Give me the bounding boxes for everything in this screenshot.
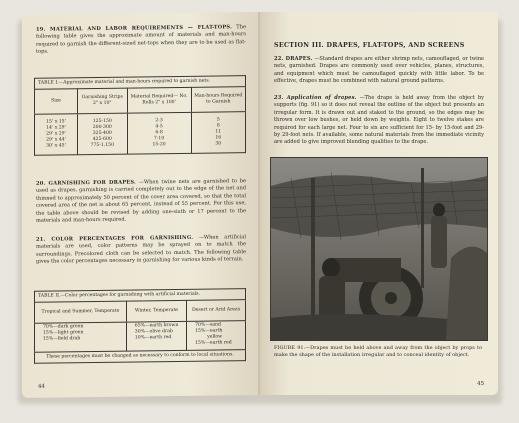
photo-drape-over-equipment (271, 158, 487, 340)
section-title: SECTION III. DRAPES, FLAT-TOPS, AND SCREENS (274, 42, 465, 49)
para-22: —Standard drapes are either shrimp nets, camouflaged, or twine nets, garnished. Drapes are commonly used over vehicles, planes, structures, and equipment which must be camouflaged quickly with little labor. To be effective, drapes must be combined with natural ground patterns. (274, 56, 484, 85)
table-cell: 15%—field drab (43, 336, 81, 342)
table-1 (34, 75, 246, 156)
table-1-strips-column (78, 113, 128, 155)
table-cell: 325-400 (92, 130, 112, 137)
table-cell: 2-3 (155, 118, 163, 124)
table-2-header: Tropical and Summer, Temperate (35, 301, 127, 323)
table-cell: 4-5 (155, 124, 163, 130)
table-2-header: Desert or Arid Areas (187, 300, 246, 322)
table-2-footer: These percentages must be changed as necessary to conform to local situations. (35, 350, 246, 364)
table-cell: 15-20 (152, 142, 166, 148)
para-23: —The drape is held away from the object by supports (fig. 91) so it does not reveal the outline of the object but presents an irregular form. It is drawn out and staked to the ground, so the edges may be thrown over low bushes, or held down by weights. Eight to twelve stakes are required for each large net. Four to six are sufficient for 15- by 15-foot and 29- by 29-foot nets. If available, some natural materials from the immediate vicinity are added to give improved blending qualities to the drape. (274, 95, 485, 146)
table-cell: 15%—earth (195, 328, 223, 334)
table-1-title: TABLE I.—Approximate material and man-hours required to garnish nets. (35, 76, 246, 90)
figure-91-caption: FIGURE 91.—Drapes must be held above and away from the object by props to make the shape of the installation irregular and to conceal identity of object. (274, 345, 482, 359)
table-cell: 7-10 (153, 136, 165, 142)
page-number-left: 44 (38, 383, 45, 390)
table-cell: 30 (215, 141, 222, 147)
heading-20: 20. GARNISHING FOR DRAPES. (36, 179, 137, 187)
table-2-header: Winter, Temperate (126, 300, 186, 322)
table-cell: 125-150 (92, 118, 112, 125)
table-cell: 70%—dark green (43, 324, 84, 330)
section-21 (36, 234, 246, 266)
heading-19: 19. MATERIAL AND LABOR REQUIREMENTS — FLAT-TOPS. (36, 24, 233, 33)
section-19 (36, 24, 246, 56)
para-20: —When twine nets are garnished to be used as drapes, garnishing is carried completely out to the edge of the net and thinned to approximately 50 percent of the cover area covered, so that the total covered area of the net is about 65 percent, instead of 55 percent. For this use, the table above should be revised by adding one-sixth or 17 percent to the materials and man-hours required. (36, 178, 246, 224)
table-cell: 14' x 29' (46, 125, 66, 131)
page-number-right: 45 (477, 381, 484, 387)
table-cell: 425-600 (92, 136, 112, 143)
table-cell: 65%—earth brown (134, 322, 179, 329)
table-2-desert-column (187, 321, 246, 351)
heading-22: 22. DRAPES. (274, 56, 313, 62)
table-cell: 10%—earth red (134, 335, 172, 341)
table-1-header: Size (35, 89, 78, 115)
table-cell: yellow (207, 334, 223, 340)
table-cell: 16 (215, 135, 222, 141)
table-1-manhours-column (191, 112, 245, 154)
table-cell: 29' x 44' (46, 137, 66, 143)
right-page (260, 12, 498, 395)
para-21: —When artificial materials are used, color patterns may be sprayed on to match the surroundings. Precolored cloth can be selected to match. The following table gives the color percentages necessary in garnishing for various kinds of terrain. (36, 234, 246, 265)
table-cell: 15' x 15' (46, 119, 66, 125)
table-cell: 15%—earth red (195, 340, 232, 346)
table-2 (34, 288, 246, 364)
table-1-size-column (35, 114, 78, 156)
left-page (22, 12, 260, 398)
table-1-rolls-column (127, 112, 191, 154)
table-cell: 70%—sand (195, 322, 221, 328)
table-cell: 8 (216, 123, 220, 129)
table-cell: 11 (215, 129, 222, 135)
table-2-winter-column (126, 321, 186, 351)
table-cell: 775-1,150 (90, 142, 115, 149)
table-1-header: Material Required— No. Rolls 2" x 100' (127, 87, 191, 113)
table-cell: 200-300 (92, 124, 112, 131)
section-20 (36, 178, 246, 225)
table-2-title: TABLE II.—Color percentages for garnishing with artificial materials. (35, 289, 246, 303)
table-cell: 30' x 45' (46, 143, 66, 149)
section-23 (274, 95, 484, 147)
table-cell: 30%—olive drab (134, 329, 173, 335)
table-cell: 6-8 (155, 130, 163, 136)
table-cell: 15%—light green (43, 330, 84, 336)
table-1-header: Man-hours Required to Garnish (191, 87, 245, 113)
heading-21: 21. COLOR PERCENTAGES FOR GARNISHING. (36, 234, 194, 243)
table-1-header: Garnishing Strips 2" x 10" (78, 88, 128, 114)
section-22 (274, 56, 484, 86)
table-cell: 5 (216, 117, 220, 123)
figure-91-photo (270, 157, 488, 341)
open-booklet (22, 12, 498, 395)
table-2-tropical-column (35, 322, 127, 352)
table-cell: 29' x 29' (46, 131, 66, 137)
para-19: The following table gives the approximate amount of materials and man-hours required to garnish the different-sized net-tops when they are to be used as flat-tops. (36, 24, 246, 55)
heading-23: 23. Application of drapes. (274, 95, 357, 101)
